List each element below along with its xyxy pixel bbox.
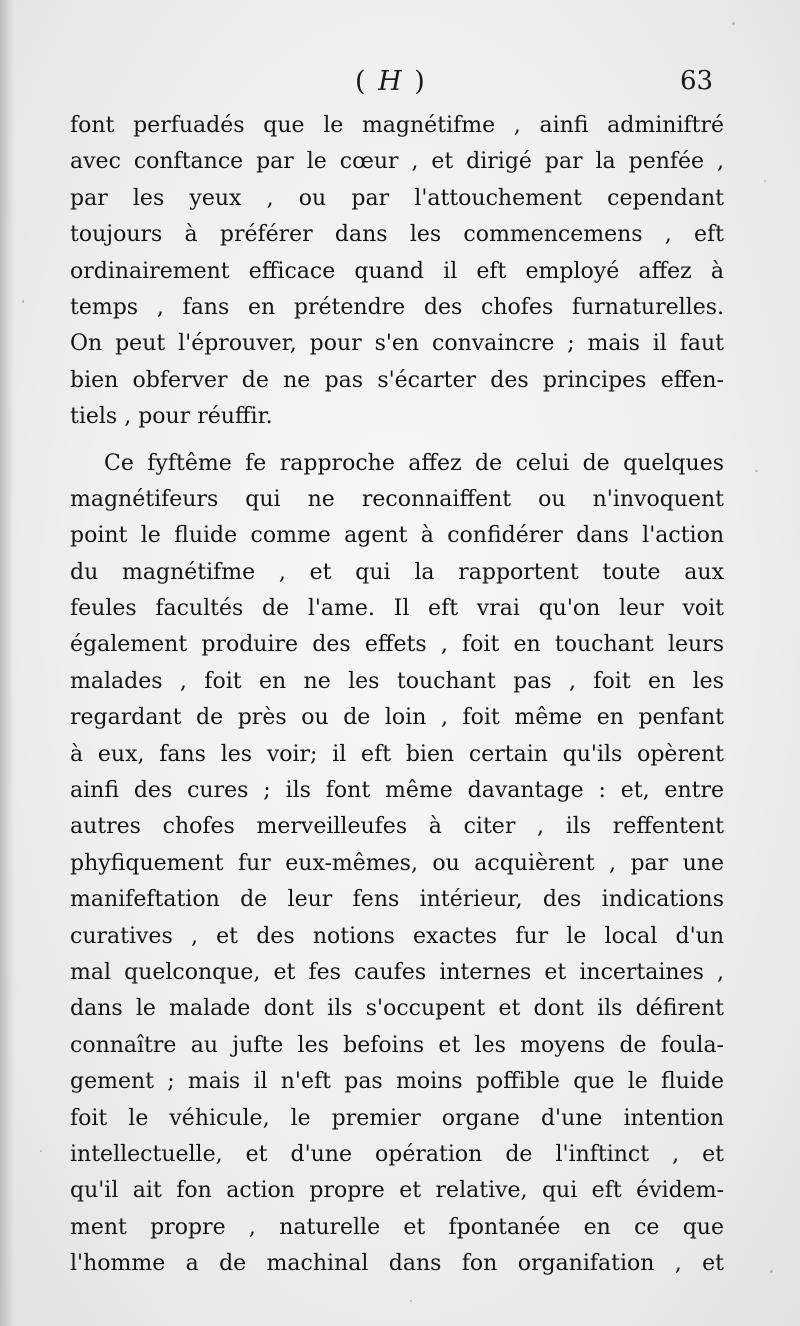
text-line: ainfi des cures ; ils font même davantage : et, entre	[70, 778, 724, 804]
text-line: tiels , pour réuffir.	[70, 404, 273, 430]
paragraph-2	[70, 446, 724, 1283]
text-line: qu'il ait fon action propre et relative, qui eft évidem-	[70, 1178, 724, 1204]
text-line: On peut l'éprouver, pour s'en convaincre ; mais il faut	[70, 331, 724, 357]
text-line: magnétifeurs qui ne reconnaiffent ou n'invoquent	[70, 486, 724, 512]
text-line: foit le véhicule, le premier organe d'une intention	[70, 1105, 724, 1131]
text-line: toujours à préférer dans les commencemens , eft	[70, 222, 724, 248]
text-line: phyfiquement fur eux-mêmes, ou acquièrent , par une	[70, 850, 724, 876]
signature-open-paren: (	[355, 66, 368, 97]
text-line: par les yeux , ou par l'attouchement cependant	[70, 185, 724, 211]
text-line: du magnétifme , et qui la rapportent toute aux	[70, 559, 724, 585]
page-header	[0, 66, 800, 106]
text-line: curatives , et des notions exactes fur le local d'un	[70, 923, 724, 949]
text-line: intellectuelle, et d'une opération de l'inftinct , et	[70, 1141, 724, 1167]
text-line: temps , fans en prétendre des chofes furnaturelles.	[70, 294, 724, 320]
signature-close-paren: )	[414, 66, 427, 97]
paragraph-1	[70, 108, 724, 436]
text-line: Ce fyftême fe rapproche affez de celui de quelques	[104, 450, 724, 476]
text-line: ment propre , naturelle et fpontanée en ce que	[70, 1214, 724, 1240]
signature-letter: H	[378, 66, 404, 97]
text-line: bien obferver de ne pas s'écarter des principes effen-	[70, 367, 724, 393]
text-line: malades , foit en ne les touchant pas , foit en les	[70, 668, 724, 694]
page-gutter-shadow	[0, 0, 14, 1326]
text-line: avec conftance par le cœur , et dirigé par la penfée ,	[70, 149, 724, 175]
text-line: manifeftation de leur fens intérieur, des indications	[70, 887, 724, 913]
text-line: également produire des effets , foit en touchant leurs	[70, 632, 724, 658]
text-line: gement ; mais il n'eft pas moins poffible que le fluide	[70, 1069, 724, 1095]
body-text	[70, 108, 724, 1283]
text-line: à eux, fans les voir; il eft bien certain qu'ils opèrent	[70, 741, 724, 767]
text-line: font perfuadés que le magnétifme , ainfi adminiftré	[70, 113, 724, 138]
text-line: connaître au jufte les befoins et les moyens de foula-	[70, 1032, 724, 1058]
page-number: 63	[680, 66, 714, 96]
signature-mark	[355, 66, 427, 97]
text-line: ordinairement efficace quand il eft employé affez à	[70, 258, 724, 284]
text-line: feules facultés de l'ame. Il eft vrai qu'on leur voit	[70, 596, 724, 622]
text-line: l'homme a de machinal dans fon organifation , et	[70, 1251, 724, 1277]
text-line: autres chofes merveilleufes à citer , ils reffentent	[70, 814, 724, 840]
paragraph-spacing	[70, 436, 724, 446]
text-line: dans le malade dont ils s'occupent et dont ils défirent	[70, 996, 724, 1022]
text-line: regardant de près ou de loin , foit même en penfant	[70, 705, 724, 731]
text-line: point le fluide comme agent à confidérer dans l'action	[70, 523, 724, 549]
text-line: mal quelconque, et fes caufes internes et incertaines ,	[70, 959, 724, 985]
